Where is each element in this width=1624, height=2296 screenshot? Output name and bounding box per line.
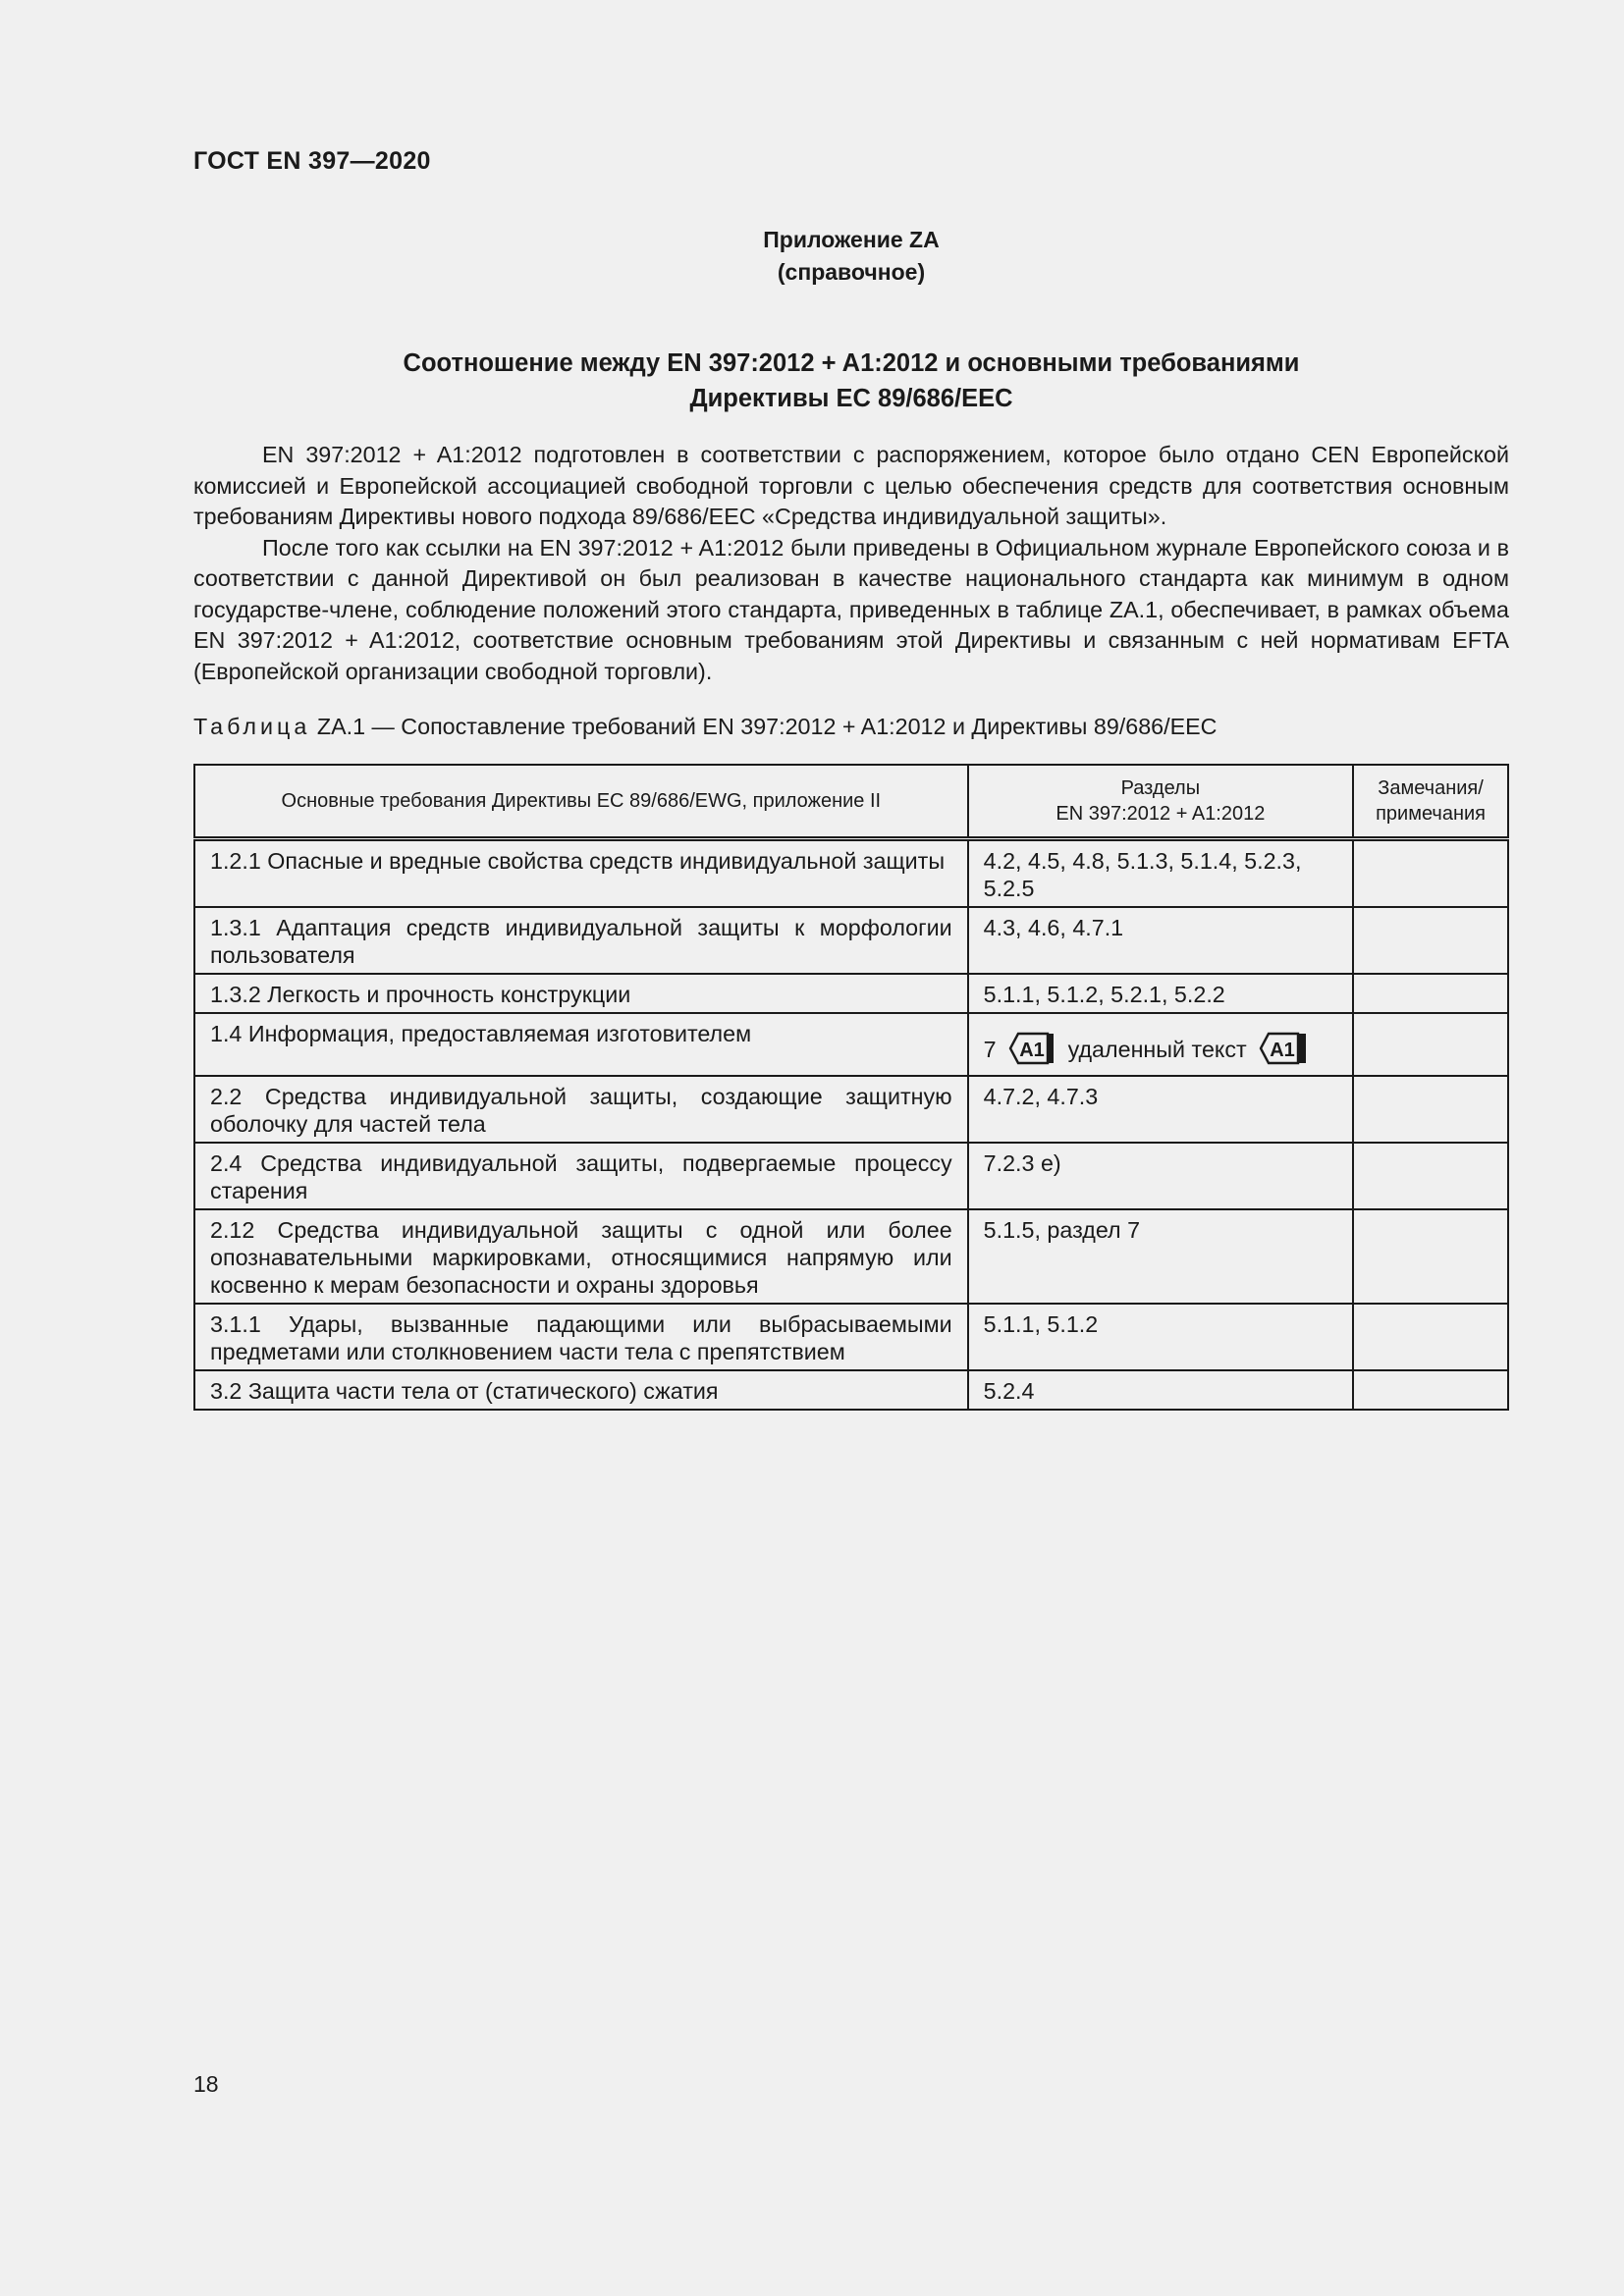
notes-cell	[1353, 974, 1508, 1013]
table-caption-label: Таблица	[193, 714, 311, 739]
sections-prefix: 7	[983, 1037, 997, 1063]
paragraph: EN 397:2012 + A1:2012 подготовлен в соответствии с распоряжением, которое было отдано CEN Европейской комиссией и Европейской ассоциацией свободной торговли с целью обеспечения средств для соответствия основным требованиям Директивы нового подхода 89/686/EEC «Средства индивидуальной защиты».	[193, 442, 1509, 529]
amendment-end-label: A1	[1270, 1040, 1295, 1061]
notes-cell	[1353, 1370, 1508, 1410]
section-title-line-2: Директивы ЕС 89/686/EEC	[689, 385, 1013, 412]
annex-subtitle: (справочное)	[777, 259, 926, 285]
table-row	[194, 907, 1508, 974]
table-caption	[193, 714, 1218, 740]
sections-cell: 7.2.3 e)	[968, 1143, 1353, 1209]
sections-cell: 5.2.4	[968, 1370, 1353, 1410]
page-number: 18	[193, 2071, 219, 2097]
table-row	[194, 1370, 1508, 1410]
sections-cell: 5.1.1, 5.1.2	[968, 1304, 1353, 1370]
header-sections-line-2: EN 397:2012 + A1:2012	[1056, 803, 1266, 825]
annex-title: Приложение ZA	[763, 227, 940, 252]
requirement-cell: 2.4 Средства индивидуальной защиты, подвергаемые процессу старения	[194, 1143, 968, 1209]
sections-cell: 4.2, 4.5, 4.8, 5.1.3, 5.1.4, 5.2.3, 5.2.5	[968, 839, 1353, 908]
requirements-table	[193, 764, 1509, 1411]
table-row	[194, 1143, 1508, 1209]
notes-cell	[1353, 1013, 1508, 1076]
notes-cell	[1353, 839, 1508, 908]
requirement-cell: 1.4 Информация, предоставляемая изготовителем	[194, 1013, 968, 1076]
notes-cell	[1353, 907, 1508, 974]
sections-cell	[968, 1013, 1353, 1076]
requirement-cell: 2.2 Средства индивидуальной защиты, создающие защитную оболочку для частей тела	[194, 1076, 968, 1143]
section-title-line-1: Соотношение между EN 397:2012 + A1:2012 и основными требованиями	[403, 349, 1300, 377]
amendment-start-label: A1	[1019, 1040, 1045, 1061]
amendment-end-icon	[1259, 1032, 1310, 1071]
sections-cell: 4.7.2, 4.7.3	[968, 1076, 1353, 1143]
document-code: ГОСТ EN 397—2020	[193, 147, 431, 175]
requirement-cell: 2.12 Средства индивидуальной защиты с одной или более опознавательными маркировками, относящимися напрямую или косвенно к мерам безопасности и охраны здоровья	[194, 1209, 968, 1304]
notes-cell	[1353, 1143, 1508, 1209]
header-notes: Замечания/ примечания	[1353, 765, 1508, 839]
header-sections	[968, 765, 1353, 839]
header-requirements: Основные требования Директивы ЕС 89/686/EWG, приложение II	[194, 765, 968, 839]
requirement-cell: 1.2.1 Опасные и вредные свойства средств индивидуальной защиты	[194, 839, 968, 908]
notes-cell	[1353, 1304, 1508, 1370]
amendment-start-icon	[1008, 1032, 1056, 1071]
body-text	[193, 440, 1509, 687]
table-row	[194, 1304, 1508, 1370]
section-title	[193, 346, 1509, 416]
table-row	[194, 1209, 1508, 1304]
header-sections-line-1: Разделы	[1120, 777, 1201, 799]
notes-cell	[1353, 1209, 1508, 1304]
table-row	[194, 1013, 1508, 1076]
table-caption-text: ZA.1 — Сопоставление требований EN 397:2012 + A1:2012 и Директивы 89/686/EEC	[316, 714, 1218, 739]
table-row	[194, 1076, 1508, 1143]
requirement-cell: 1.3.1 Адаптация средств индивидуальной защиты к морфологии пользователя	[194, 907, 968, 974]
table-row	[194, 974, 1508, 1013]
sections-cell: 4.3, 4.6, 4.7.1	[968, 907, 1353, 974]
sections-cell: 5.1.1, 5.1.2, 5.2.1, 5.2.2	[968, 974, 1353, 1013]
notes-cell	[1353, 1076, 1508, 1143]
table-header-row	[194, 765, 1508, 839]
requirement-cell: 3.1.1 Удары, вызванные падающими или выбрасываемыми предметами или столкновением части тела с препятствием	[194, 1304, 968, 1370]
requirement-cell: 3.2 Защита части тела от (статического) сжатия	[194, 1370, 968, 1410]
annex-heading	[193, 224, 1509, 289]
sections-cell: 5.1.5, раздел 7	[968, 1209, 1353, 1304]
table-row	[194, 839, 1508, 908]
requirement-cell: 1.3.2 Легкость и прочность конструкции	[194, 974, 968, 1013]
paragraph: После того как ссылки на EN 397:2012 + A1:2012 были приведены в Официальном журнале Европейского союза и в соответствии с данной Директивой он был реализован в качестве национального стандарта как минимум в одном государстве-члене, соблюдение положений этого стандарта, приведенных в таблице ZA.1, обеспечивает, в рамках объема EN 397:2012 + A1:2012, соответствие основным требованиям этой Директивы и связанным с ней нормативам EFTA (Европейской организации свободной торговли).	[193, 534, 1509, 684]
sections-deleted-text: удаленный текст	[1067, 1037, 1247, 1063]
